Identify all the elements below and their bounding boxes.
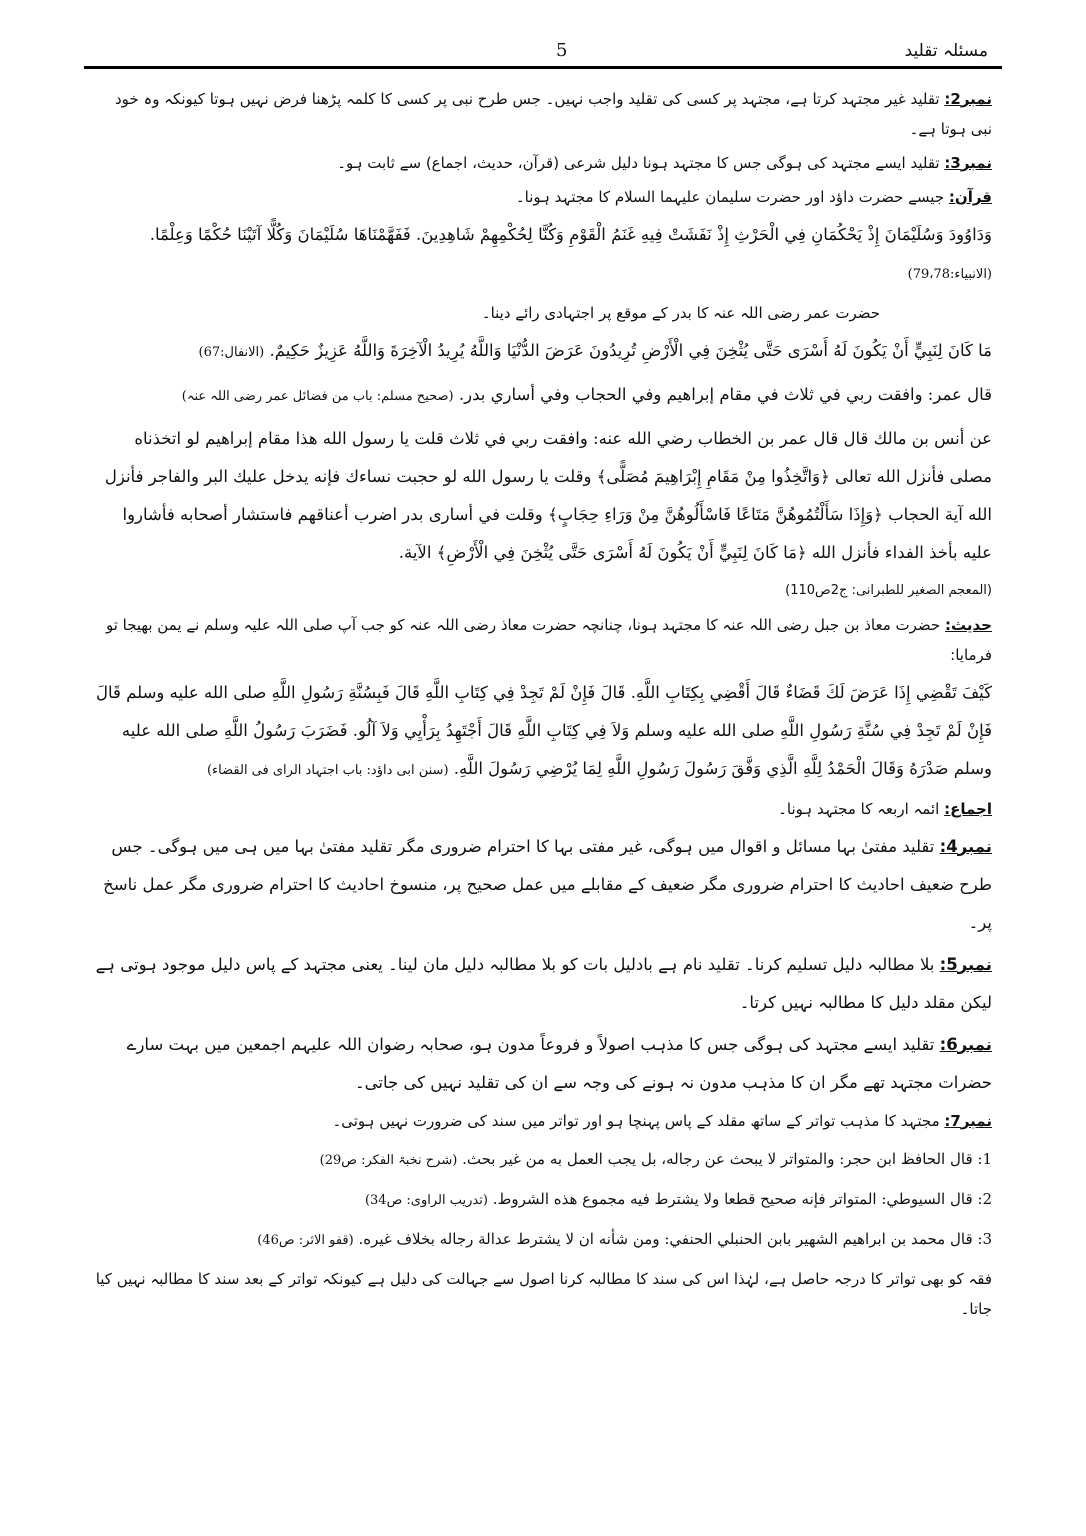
paragraph-number-2 [90,84,992,144]
paragraph-text: مجتہد کا مذہب تواتر کے ساتھ مقلد کے پاس پہنچا ہو اور تواتر میں سند کی ضرورت نہیں ہوتی۔ [332,1112,940,1130]
paragraph-label: اجماع: [944,800,992,818]
paragraph-label: نمبر2: [944,90,992,108]
paragraph-label: نمبر7: [944,1112,992,1130]
verse-text: مَا كَانَ لِنَبِيٍّ أَنْ يَكُونَ لَهُ أَسْرَى حَتَّى يُثْخِنَ فِي الْأَرْضِ تُرِيدُونَ عَرَضَ الدُّنْيَا وَاللَّهُ يُرِيدُ الْآخِرَةَ وَاللَّهُ عَزِيزٌ حَكِيمٌ. [269,341,992,360]
paragraph-number-7 [90,1106,992,1136]
header-rule [84,66,1002,69]
hadith-text: عن أنس بن مالك قال قال عمر بن الخطاب رضي الله عنه: وافقت ربي في ثلاث قلت يا رسول الله هذا مقام إبراهيم لو اتخذناه مصلى فأنزل الله تعالى ﴿وَاتَّخِذُوا مِنْ مَقَامِ إِبْرَاهِيمَ مُصَلًّى﴾ وقلت يا رسول الله لو حجبت نساءك فإنه يدخل عليك البر والفاجر فأنزل الله آية الحجاب ﴿وَإِذَا سَأَلْتُمُوهُنَّ مَتَاعًا فَاسْأَلُوهُنَّ مِنْ وَرَاءِ حِجَابٍ﴾ وقلت في أسارى بدر اضرب أعناقهم فاستشار أصحابه فأشاروا عليه بأخذ الفداء فأنزل الله ﴿مَا كَانَ لِنَبِيٍّ أَنْ يَكُونَ لَهُ أَسْرَى حَتَّى يُثْخِنَ فِي الْأَرْضِ﴾ الآية. [104,429,992,562]
hadith-text: كَيْفَ تَقْضِي إِذَا عَرَضَ لَكَ قَضَاءٌ قَالَ أَقْضِي بِكِتَابِ اللَّهِ. قَالَ فَإِنْ لَمْ تَجِدْ فِي كِتَابِ اللَّهِ قَالَ فَبِسُنَّةِ رَسُولِ اللَّهِ صلى الله عليه وسلم قَالَ فَإِنْ لَمْ تَجِدْ فِي سُنَّةِ رَسُولِ اللَّهِ صلى الله عليه وسلم وَلاَ فِي كِتَابِ اللَّهِ قَالَ أَجْتَهِدُ بِرَأْيِي وَلاَ آلُو. فَضَرَبَ رَسُولُ اللَّهِ صلى الله عليه وسلم صَدْرَهُ وَقَالَ الْحَمْدُ لِلَّهِ الَّذِي وَفَّقَ رَسُولَ رَسُولِ اللَّهِ لِمَا يُرْضِي رَسُولَ اللَّهِ. [96,683,992,778]
page-content [90,84,992,1328]
quote-reference: (تدریب الراوی: ص34) [364,1193,488,1208]
paragraph-text: تقلید غیر مجتہد کرتا ہے، مجتہد پر کسی کی تقلید واجب نہیں۔ جس طرح نبی پر کسی کا کلمہ پڑھنا فرض نہیں ہوتا کیونکہ وہ خود نبی ہوتا ہے۔ [115,90,992,138]
hadith-reference: (صحیح مسلم: باب من فضائل عمر رضی اللہ عنہ) [181,389,454,404]
quran-verse-anbiya [90,216,992,294]
paragraph-text: حضرت معاذ بن جبل رضی اللہ عنہ کا مجتہد ہونا، چنانچہ حضرت معاذ رضی اللہ عنہ کو جب آپ صلی اللہ علیہ وسلم نے یمن بھیجا تو فرمایا: [105,616,992,664]
header-topic: مسئلہ تقلید [904,41,988,61]
paragraph-fiqh-tawatur [90,1264,992,1324]
paragraph-text: جیسے حضرت داؤد اور حضرت سلیمان علیہما السلام کا مجتہد ہونا۔ [515,188,945,206]
paragraph-ijma [90,794,992,824]
quote-text: 3: قال محمد بن ابراهيم الشهير بابن الحنبلي الحنفي: ومن شأنه ان لا يشترط عدالة رجاله بخلاف غيره. [358,1230,992,1248]
verse-text: وَدَاوُودَ وَسُلَيْمَانَ إِذْ يَحْكُمَانِ فِي الْحَرْثِ إِذْ نَفَشَتْ فِيهِ غَنَمُ الْقَوْمِ وَكُنَّا لِحُكْمِهِمْ شَاهِدِينَ. فَفَهَّمْنَاهَا سُلَيْمَانَ وَكُلًّا آتَيْنَا حُكْمًا وَعِلْمًا. [149,225,992,244]
paragraph-label: نمبر6: [939,1035,992,1054]
hadith-anas-narration [90,420,992,572]
paragraph-text: فقہ کو بھی تواتر کا درجہ حاصل ہے، لہٰذا اس کی سند کا مطالبہ کرنا اصول سے جہالت کی دلیل ہے کیونکہ تواتر کے بعد سند کا مطالبہ نہیں کیا جاتا۔ [95,1270,992,1318]
quote-ibn-hajar [90,1144,992,1176]
paragraph-label: قرآن: [948,188,992,206]
paragraph-number-4 [90,828,992,942]
hadith-muadh-text [90,674,992,790]
quote-reference: (شرح نخبۃ الفکر: ص29) [319,1153,458,1168]
paragraph-number-6 [90,1026,992,1102]
quote-ibn-hanbali [90,1224,992,1256]
verse-reference: (الانفال:67) [198,345,265,360]
paragraph-label: حدیث: [945,616,992,634]
hadith-text: قال عمر: وافقت ربي في ثلاث في مقام إبراهيم وفي الحجاب وفي أساري بدر. [458,385,992,404]
quote-text: 1: قال الحافظ ابن حجر: والمتواتر لا يبحث عن رجاله، بل يجب العمل به من غير بحث. [462,1150,992,1168]
paragraph-umar-ijtihad [90,298,992,328]
paragraph-text: ائمہ اربعہ کا مجتہد ہونا۔ [778,800,940,818]
quran-verse-anfal [90,332,992,372]
hadith-umar-muslim [90,376,992,416]
quote-reference: (قفو الاثر: ص46) [257,1233,354,1248]
quote-text: 2: قال السيوطي: المتواتر فإنه صحيح قطعا ولا يشترط فيه مجموع هذه الشروط. [492,1190,992,1208]
reference-tabarani: (المعجم الصغیر للطبرانی: ج2ص110) [785,583,992,598]
paragraph-text: بلا مطالبہ دلیل تسلیم کرنا۔ تقلید نام ہے بادلیل بات کو بلا مطالبہ دلیل مان لینا۔ یعنی مجتہد کے پاس دلیل موجود ہوتی ہے لیکن مقلد دلیل کا مطالبہ نہیں کرتا۔ [95,955,992,1012]
paragraph-text: تقلید مفتیٰ بہا مسائل و اقوال میں ہوگی، غیر مفتی بہا کا احترام ضروری مگر تقلید مفتیٰ بہا میں ہی میں ہوگی۔ جس طرح ضعیف احادیث کا احترام ضروری مگر ضعیف کے مقابلے میں عمل صحیح پر، منسوخ احادیث کا احترام ضروری مگر عمل ناسخ پر۔ [103,837,992,932]
paragraph-text: تقلید ایسے مجتہد کی ہوگی جس کا مذہب اصولاً و فروعاً مدون ہو، صحابہ رضوان اللہ علیہم اجمعین میں بہت سارے حضرات مجتہد تھے مگر ان کا مذہب مدون نہ ہونے کی وجہ سے ان کی تقلید نہیں کی جاتی۔ [126,1035,992,1092]
paragraph-label: نمبر4: [939,837,992,856]
paragraph-quran-heading [90,182,992,212]
hadith-reference: (سنن ابی داؤد: باب اجتہاد الرای فی القضاء) [206,763,449,778]
paragraph-hadith-muadh [90,610,992,670]
paragraph-number-3 [90,148,992,178]
paragraph-number-5 [90,946,992,1022]
paragraph-text: حضرت عمر رضی اللہ عنہ کا بدر کے موقع پر اجتہادی رائے دینا۔ [481,304,880,322]
page-header [84,40,1002,68]
verse-reference: (الانبیاء:79،78) [907,267,992,282]
quote-suyuti [90,1184,992,1216]
paragraph-text: تقلید ایسے مجتہد کی ہوگی جس کا مجتہد ہونا دلیل شرعی (قرآن، حدیث، اجماع) سے ثابت ہو۔ [337,154,940,172]
paragraph-label: نمبر3: [944,154,992,172]
paragraph-label: نمبر5: [939,955,992,974]
page-number: 5 [556,40,568,61]
